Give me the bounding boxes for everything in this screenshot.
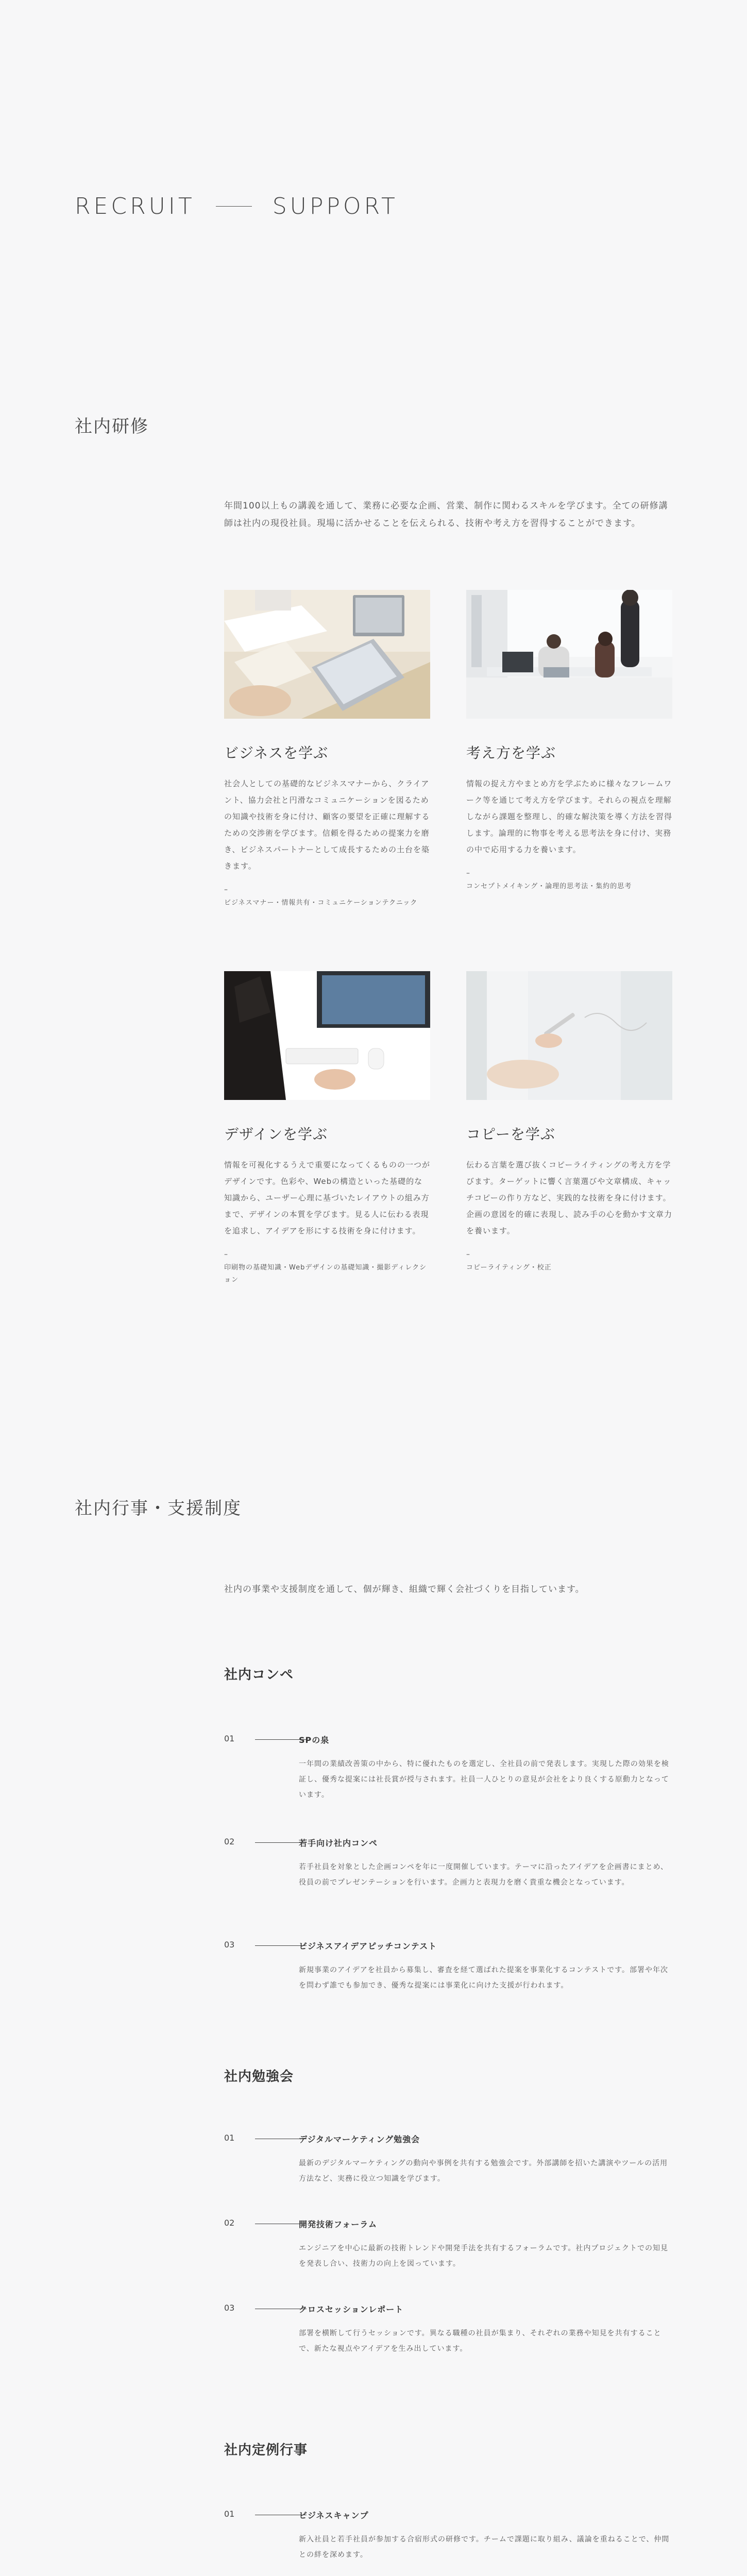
training-card-business	[224, 590, 430, 909]
training-section-title: 社内研修	[75, 416, 149, 437]
group-title-regular-events: 社内定例行事	[224, 2443, 308, 2458]
item-name: ビジネスアイデアピッチコンテスト	[299, 1941, 437, 1951]
tag-dash: –	[466, 869, 470, 877]
card-tags: コンセプトメイキング・論理的思考法・集約的思考	[466, 883, 632, 890]
item-desc: 一年間の業績改善策の中から、特に優れたものを選定し、全社員の前で発表します。実現した際の効果を検証し、優秀な提案には社長賞が授与されます。社員一人ひとりの意見が会社をより良くする原動力となっています。	[299, 1760, 669, 1799]
item-number: 01	[224, 2133, 235, 2143]
page-title	[75, 193, 398, 219]
group-title-study: 社内勉強会	[224, 2069, 294, 2084]
training-intro: 年間100以上もの講義を通して、業務に必要な企画、営業、制作に関わるスキルを学びます。全ての研修講師は社内の現役社員。現場に活かせることを伝えられる、技術や考え方を習得することができます。	[224, 501, 668, 529]
item-desc: エンジニアを中心に最新の技術トレンドや開発手法を共有するフォーラムです。社内プロジェクトでの知見を発表し合い、技術力の向上を図っています。	[299, 2244, 669, 2268]
title-divider	[216, 206, 252, 207]
design-photo	[224, 971, 430, 1100]
item-number: 03	[224, 2303, 235, 2313]
copy-photo	[466, 971, 672, 1100]
card-tags: コピーライティング・校正	[466, 1264, 552, 1272]
tag-dash: –	[466, 1250, 470, 1259]
item-number: 01	[224, 1734, 235, 1743]
item-name: 開発技術フォーラム	[299, 2219, 378, 2229]
page-title-support: SUPPORT	[272, 193, 398, 219]
item-name: クロスセッションレポート	[299, 2304, 404, 2314]
item-desc: 若手社員を対象とした企画コンペを年に一度開催しています。テーマに沿ったアイデアを企画書にまとめ、役員の前でプレゼンテーションを行います。企画力と表現力を磨く貴重な機会となっています。	[299, 1863, 669, 1887]
card-tags: 印刷物の基礎知識・Webデザインの基礎知識・撮影ディレクション	[224, 1264, 427, 1284]
events-section-title: 社内行事・支援制度	[75, 1498, 242, 1519]
item-name: ビジネスキャンプ	[299, 2511, 369, 2520]
card-title: ビジネスを学ぶ	[224, 744, 329, 761]
item-name: デジタルマーケティング勉強会	[299, 2134, 420, 2144]
tag-dash: –	[224, 1250, 228, 1259]
card-text: 情報を可視化するうえで重要になってくるものの一つがデザインです。色彩や、Webの構造といった基礎的な知識から、ユーザー心理に基づいたレイアウトの組み方まで、デザインの本質を学びます。見る人に伝わる表現を追求し、アイデアを形にする技術を身に付けます。	[224, 1160, 431, 1235]
card-text: 社会人としての基礎的なビジネスマナーから、クライアント、協力会社と円滑なコミュニケーションを図るための知識や技術を身に付け、顧客の要望を正確に理解するための交渉術を学びます。信頼を得るための提案力を磨き、ビジネスパートナーとして成長するための土台を築きます。	[224, 779, 430, 871]
card-title: コピーを学ぶ	[466, 1126, 555, 1143]
item-desc: 新規事業のアイデアを社員から募集し、審査を経て選ばれた提案を事業化するコンテストです。部署や年次を問わず誰でも参加でき、優秀な提案には事業化に向けた支援が行われます。	[299, 1966, 669, 1990]
item-number: 02	[224, 1837, 235, 1846]
card-title: 考え方を学ぶ	[466, 744, 556, 761]
card-title: デザインを学ぶ	[224, 1126, 328, 1143]
page-title-recruit: RECRUIT	[75, 193, 195, 219]
business-photo	[224, 590, 430, 719]
item-desc: 部署を横断して行うセッションです。異なる職種の社員が集まり、それぞれの業務や知見を共有することで、新たな視点やアイデアを生み出しています。	[299, 2329, 661, 2353]
item-number: 03	[224, 1940, 235, 1950]
card-tags: ビジネスマナー・情報共有・コミュニケーションテクニック	[224, 899, 418, 907]
training-card-thinking	[466, 590, 672, 893]
tag-dash: –	[224, 886, 228, 894]
card-text: 伝わる言葉を選び抜くコピーライティングの考え方を学びます。ターゲットに響く言葉選びや文章構成、キャッチコピーの作り方など、実践的な技術を身に付けます。企画の意図を的確に表現し、読み手の心を動かす文章力を養います。	[466, 1160, 673, 1235]
item-name: SPの泉	[299, 1735, 330, 1745]
card-text: 情報の捉え方やまとめ方を学ぶために様々なフレームワーク等を通じて考え方を学びます。それらの視点を理解しながら課題を整理し、的確な解決策を導く方法を習得します。論理的に物事を考える思考法を身に付け、実務の中で応用する力を養います。	[466, 779, 673, 854]
item-desc: 最新のデジタルマーケティングの動向や事例を共有する勉強会です。外部講師を招いた講演やツールの活用方法など、実務に役立つ知識を学びます。	[299, 2159, 668, 2183]
item-number: 01	[224, 2509, 235, 2519]
events-intro: 社内の事業や支援制度を通して、個が輝き、組織で輝く会社づくりを目指しています。	[224, 1584, 585, 1595]
training-card-copy	[466, 971, 672, 1274]
item-desc: 新入社員と若手社員が参加する合宿形式の研修です。チームで課題に取り組み、議論を重ねることで、仲間との絆を深めます。	[299, 2535, 670, 2559]
item-number: 02	[224, 2218, 235, 2228]
training-card-design	[224, 971, 430, 1286]
thinking-photo	[466, 590, 672, 719]
item-name: 若手向け社内コンペ	[299, 1838, 378, 1848]
group-title-competitions: 社内コンペ	[224, 1667, 294, 1683]
